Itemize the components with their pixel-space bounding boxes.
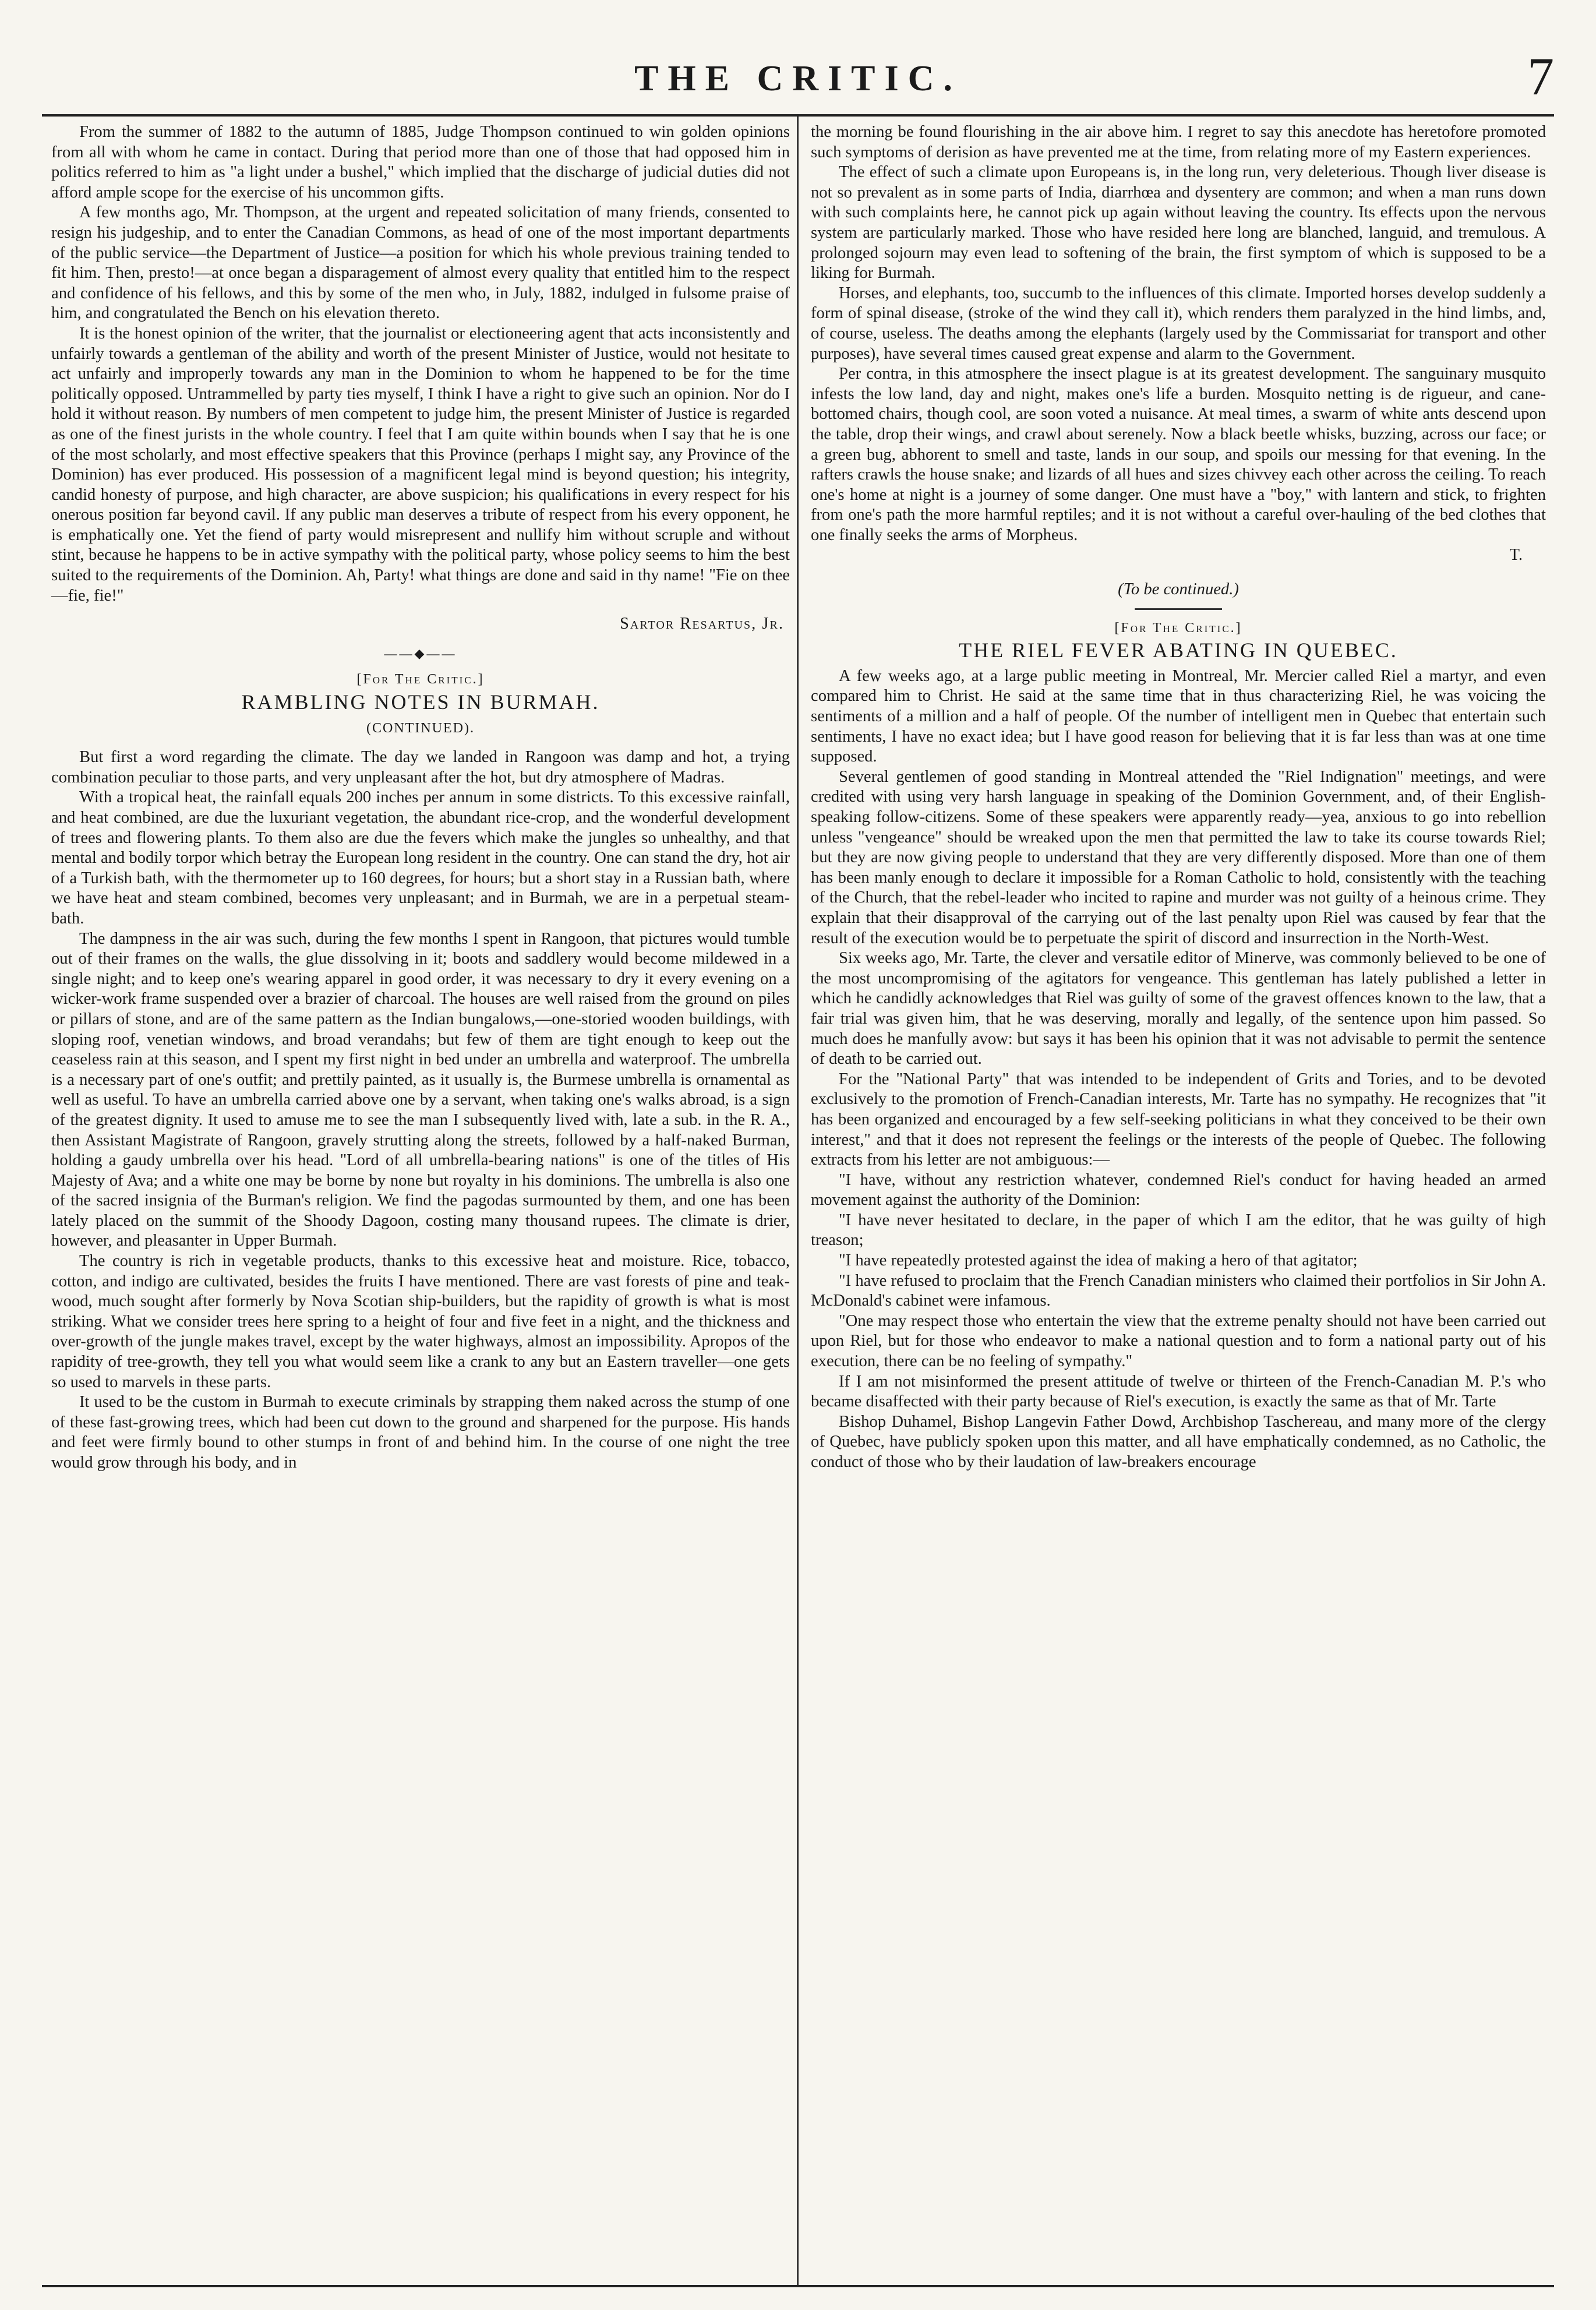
article-title-burmah: RAMBLING NOTES IN BURMAH. [241, 690, 600, 714]
article-paragraph: Horses, and elephants, too, succumb to the influences of this climate. Imported horses develop suddenly a form of spinal disease, (stroke of the wind they call it), which renders them paralyzed in the hind limbs, and, of course, useless. The deaths among the elephants (largely used by the Commissariat for transport and other purposes), have several times caused great expense and alarm to the Government. [811, 284, 1546, 363]
article-paragraph: From the summer of 1882 to the autumn of 1885, Judge Thompson continued to win golden opinions from all with whom he came in contact. During that period more than one of those that had opposed him in politics referred to him as "a light under a bushel," which implied that the discharge of judicial duties did not afford ample scope for the exercise of his uncommon gifts. [51, 123, 790, 202]
quoted-paragraph: "I have repeatedly protested against the idea of making a hero of that agitator; [839, 1251, 1358, 1270]
article-paragraph: The dampness in the air was such, during the few months I spent in Rangoon, that pictures would tumble out of their frames on the walls, the glue dissolving in it; boots and saddlery would become mildewed in a single night; and to keep one's wearing apparel in good order, it was necessary to dry it every evening on a wicker-work frame suspended over a brazier of charcoal. The houses are well raised from the ground on piles or pillars of stone, and are of the same pattern as the Indian bungalows,—one-storied wooden buildings, with sloping roof, venetian windows, and broad verandahs; but few of them are tight enough to keep out the ceaseless rain at this season, and I spent my first night in bed under an umbrella and waterproof. The umbrella is a necessary part of one's outfit; and prettily painted, as it usually is, the Burmese umbrella is ornamental as well as useful. To have an umbrella carried above one by a servant, when taking one's walks abroad, is a sign of the greatest dignity. It used to amuse me to see the man I subsequently lived with, late a sub. in the R. A., then Assistant Magistrate of Rangoon, gravely strutting along the streets, followed by a half-naked Burman, holding a gaudy umbrella over his head. "Lord of all umbrella-bearing nations" is one of the titles of His Majesty of Ava; and a white one may be borne by none but royalty in his dominions. The umbrella is also one of the sacred insignia of the Burman's religion. We find the pagodas surmounted by them, and one has been lately placed on the summit of the Shoody Dagoon, costing many thousand rupees. The climate is drier, however, and pleasanter in Upper Burmah. [51, 929, 790, 1250]
column-divider [797, 117, 799, 2285]
article-paragraph: Per contra, in this atmosphere the insect plague is at its greatest development. The sanguinary musquito infests the low land, day and night, makes one's life a burden. Mosquito netting is de rigueur, and cane-bottomed chairs, though cool, are soon voted a nuisance. At meal times, a swarm of white ants descend upon the table, drop their wings, and crawl about serenely. Now a black beetle whisks, buzzing, across our face; or a green bug, abhorent to smell and taste, lands in our soup, and spoils our messing for that evening. In the rafters crawls the house snake; and lizards of all hues and sizes chivvey each other across the ceiling. To reach one's home at night is a journey of some danger. One must have a "boy," with lantern and stick, to frighten from one's path the more harmful reptiles; and it is not without a careful over-hauling of the bed clothes that one finally seeks the arms of Morpheus. [811, 365, 1546, 544]
article-paragraph: The effect of such a climate upon Europeans is, in the long run, very deleterious. Though liver disease is not so prevalent as in some parts of India, diarrhœa and dysentery are common; and when a man runs down with such complaints here, he cannot pick up again without leaving the country. Its effects upon the nervous system are particularly marked. Those who have resided here long are blanched, languid, and tremulous. A prolonged sojourn may even lead to softening of the brain, the first symptom of which is supposed to be a liking for Burmah. [811, 163, 1546, 283]
page-number: 7 [1527, 47, 1554, 106]
article-paragraph: A few weeks ago, at a large public meeting in Montreal, Mr. Mercier called Riel a martyr, and even compared him to Christ. He said at the same time that in thus characterizing Riel, he was voicing the sentiments of a million and a half of people. Of the number of intelligent men in Quebec that entertain such sentiments, I have no exact idea; but I have good reason for believing that it is far less than was at one time supposed. [811, 666, 1546, 766]
article-paragraph: But first a word regarding the climate. The day we landed in Rangoon was damp and hot, a trying combination peculiar to those parts, and very unpleasant after the hot, but dry atmosphere of Madras. [51, 748, 790, 787]
article-paragraph: Bishop Duhamel, Bishop Langevin Father Dowd, Archbishop Taschereau, and many more of the clergy of Quebec, have publicly spoken upon this matter, and all have emphatically condemned, as no Catholic, the conduct of those who by their laudation of law-breakers encourage [811, 1412, 1546, 1471]
article-paragraph: If I am not misinformed the present attitude of twelve or thirteen of the French-Canadian M. P.'s who became disaffected with their party because of Riel's execution, is exactly the same as that of Mr. Tarte [811, 1372, 1546, 1411]
article-signature: T. [1509, 546, 1523, 565]
article-paragraph: It is the honest opinion of the writer, that the journalist or electioneering agent that acts inconsistently and unfairly towards a gentleman of the ability and worth of the present Minister of Justice, would not hesitate to act unfairly and improperly towards any man in the Dominion to whom he happened to be for the time politically opposed. Untrammelled by party ties myself, I think I have a right to give such an opinion. Nor do I hold it without reason. By numbers of men competent to judge him, the present Minister of Justice is regarded as one of the finest jurists in the whole country. I feel that I am quite within bounds when I say that he is one of the most scholarly, and most effective speakers that this Province (perhaps I might say, any Province of the Dominion) has ever produced. His possession of a magnificent legal mind is beyond question; his integrity, candid honesty of purpose, and high character, are above suspicion; his qualifications in every respect for his onerous position far beyond cavil. If any public man deserves a tribute of respect from his every opponent, he is emphatically one. Yet the fiend of party would misrepresent and nullify him without scruple and without stint, because he happens to be in active sympathy with the political party, whose policy seems to him the best suited to the requirements of the Dominion. Ah, Party! what things are done and said in thy name! "Fie on thee—fie, fie!" [51, 324, 790, 605]
article-paragraph: With a tropical heat, the rainfall equals 200 inches per annum in some districts. To this excessive rainfall, and heat combined, are due the luxuriant vegetation, the abundant rice-crop, and the wonderful development of trees and flowering plants. To them also are due the fevers which make the jungles so unhealthy, and that mental and bodily torpor which betray the European long resident in the country. One can stand the dry, hot air of a Turkish bath, with the thermometer up to 160 degrees, for hours; but a short stay in a Russian bath, where we have heat and steam combined, becomes very unpleasant; and in Burmah, we are in a perpetual steam-bath. [51, 788, 790, 927]
quoted-paragraph: "I have never hesitated to declare, in the paper of which I am the editor, that he was guilty of high treason; [811, 1211, 1546, 1250]
quoted-paragraph: "One may respect those who entertain the view that the extreme penalty should not have been carried out upon Riel, but for those who endeavor to make a national question and to form a national party out of his execution, there can be no feeling of sympathy." [811, 1311, 1546, 1371]
for-critic-label: [For The Critic.] [1114, 620, 1242, 636]
left-column [51, 122, 790, 1473]
article-paragraph: The country is rich in vegetable products, thanks to this excessive heat and moisture. Rice, tobacco, cotton, and indigo are cultivated, besides the fruits I have mentioned. There are vast forests of pine and teak-wood, much sought after formerly by Nova Scotian ship-builders, but the rapidity of growth is what is most striking. What we consider trees here spring to a height of four and five feet in a night, and the thickness and over-growth of the jungle makes travel, except by the water highways, almost an impossibility. Apropos of the rapidity of tree-growth, they tell you what would seem like a crank to any but an Eastern traveller—one gets so used to marvels in these parts. [51, 1252, 790, 1391]
section-ornament: ——◆—— [384, 646, 457, 661]
article-signature: Sartor Resartus, Jr. [620, 615, 784, 633]
article-subtitle: (CONTINUED). [366, 720, 475, 736]
quoted-paragraph: "I have, without any restriction whatever, condemned Riel's conduct for having headed an armed movement against the authority of the Dominion: [811, 1170, 1546, 1209]
for-critic-label: [For The Critic.] [356, 672, 485, 687]
to-be-continued: (To be continued.) [1118, 580, 1239, 599]
article-paragraph: It used to be the custom in Burmah to execute criminals by strapping them naked across the stump of one of these fast-growing trees, which had been cut down to the ground and sharpened for the purpose. His hands and feet were firmly bound to other stumps in front of and behind him. In the course of one night the tree would grow through his body, and in [51, 1393, 790, 1472]
article-paragraph: For the "National Party" that was intended to be independent of Grits and Tories, and to be devoted exclusively to the promotion of French-Canadian interests, Mr. Tarte has no sympathy. He recognizes that "it has been organized and encouraged by a few self-seeking politicians in what they conceived to be their own interest," and that it does not represent the feelings or the interests of the people of Quebec. The following extracts from his letter are not ambiguous:— [811, 1070, 1546, 1169]
article-paragraph: Six weeks ago, Mr. Tarte, the clever and versatile editor of Minerve, was commonly believed to be one of the most uncompromising of the agitators for vengeance. This gentleman has lately published a letter in which he candidly acknowledges that Riel was guilty of some of the gravest offences known to the law, that a fair trial was given him, that he was deserving, morally and legally, of the sentence upon him passed. So much does he manfully avow: but says it has been his opinion that it was not advisable to permit the sentence of death to be carried out. [811, 949, 1546, 1068]
article-title-riel: THE RIEL FEVER ABATING IN QUEBEC. [959, 639, 1398, 662]
quoted-paragraph: "I have refused to proclaim that the French Canadian ministers who claimed their portfolios in Sir John A. McDonald's cabinet were infamous. [811, 1271, 1546, 1310]
article-paragraph: Several gentlemen of good standing in Montreal attended the "Riel Indignation" meetings, and were credited with using very harsh language in speaking of the Dominion Government, and, of their English-speaking follow-citizens. Some of these speakers were apparently ready—yea, anxious to go into rebellion unless "vengeance" should be wreaked upon the men that permitted the law to take its course towards Riel; but they are now giving people to understand that they are very differently disposed. More than one of them has been manly enough to declare it impossible for a Roman Catholic to hold, consistently with the teaching of the Church, that the rebel-leader who incited to rapine and murder was not guilty of a heinous crime. They explain that their disapproval of the carrying out of the last penalty upon Riel was caused by fear that the result of the execution would be to perpetuate the spirit of discord and insurrection in the North-West. [811, 767, 1546, 947]
newspaper-title: THE CRITIC. [634, 59, 962, 98]
bottom-rule [42, 2285, 1554, 2287]
section-divider [1135, 608, 1222, 610]
article-paragraph: A few months ago, Mr. Thompson, at the urgent and repeated solicitation of many friends, consented to resign his judgeship, and to enter the Canadian Commons, as head of one of the most important departments of the public service—the Department of Justice—a position for which his whole previous training tended to fit him. Then, presto!—at once began a disparagement of almost every quality that entitled him to the respect and confidence of his fellows, and this by some of the men who, in July, 1882, indulged in fulsome praise of him, and congratulated the Bench on his elevation thereto. [51, 203, 790, 323]
right-column [811, 122, 1546, 1473]
masthead [42, 0, 1554, 111]
article-paragraph: the morning be found flourishing in the air above him. I regret to say this anecdote has heretofore promoted such symptoms of derision as have prevented me at the time, from relating more of my Eastern experiences. [811, 123, 1546, 161]
